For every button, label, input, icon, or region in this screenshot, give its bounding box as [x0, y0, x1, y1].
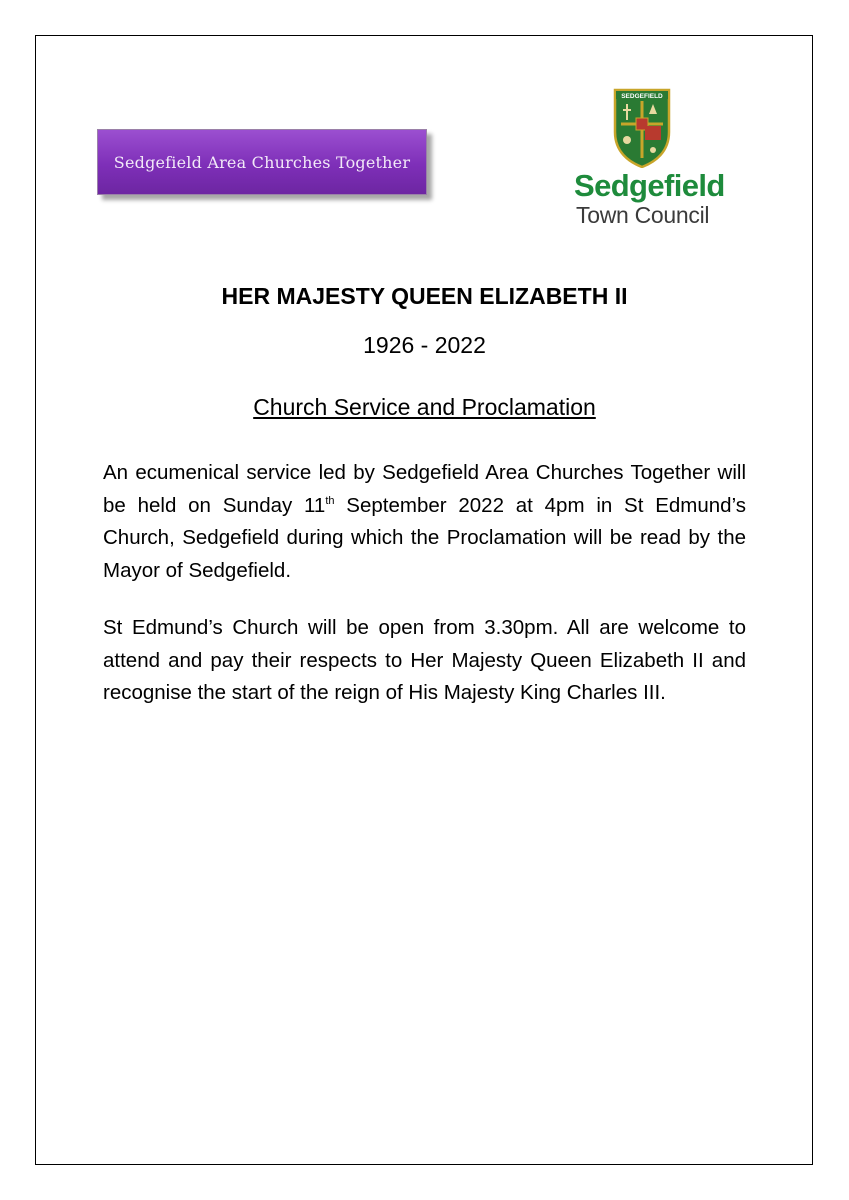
council-subname: Town Council	[576, 202, 710, 228]
notice-title: HER MAJESTY QUEEN ELIZABETH II	[221, 283, 628, 309]
date-ordinal: th	[325, 494, 335, 507]
notice-subtitle: Church Service and Proclamation	[253, 394, 596, 420]
crest-text: SEDGEFIELD	[621, 93, 663, 100]
service-paragraph	[103, 457, 746, 587]
council-name: Sedgefield	[574, 168, 725, 203]
notice-dates: 1926 - 2022	[363, 332, 486, 358]
churches-together-label: Sedgefield Area Churches Together	[113, 152, 411, 172]
service-paragraph-part1: An ecumenical service led by Sedgefield Area Churches Together will be held on Sunday 11	[103, 461, 746, 517]
service-paragraph-part2: September 2022 at 4pm in St Edmund’s Church, Sedgefield during which the Proclamation will be read by the Mayor of Sedgefield.	[103, 493, 747, 582]
town-council-logo	[560, 88, 730, 228]
opening-paragraph: St Edmund’s Church will be open from 3.30pm. All are welcome to attend and pay their respects to Her Majesty Queen Elizabeth II and recognise the start of the reign of His Majesty King Charles III.	[103, 616, 746, 704]
council-crest-icon	[613, 88, 671, 168]
churches-together-banner	[97, 129, 427, 195]
